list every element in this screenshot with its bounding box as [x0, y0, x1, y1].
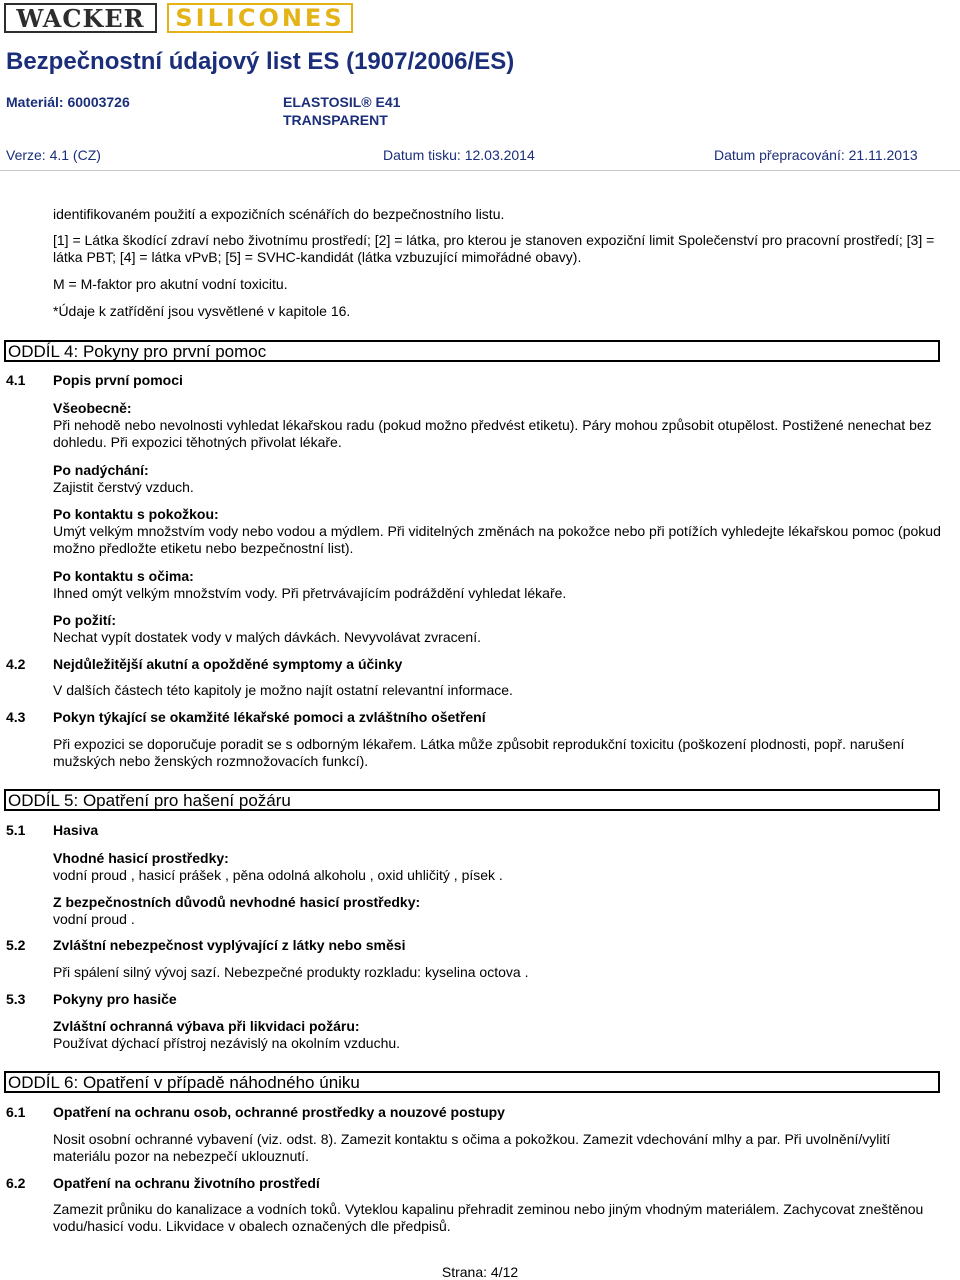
label-general: Všeobecně:	[53, 400, 132, 416]
product-name-line1: ELASTOSIL® E41	[283, 94, 401, 110]
text-environmental-precautions: Zamezit průniku do kanalizace a vodních toků. Vyteklou kapalinu přehradit zeminou nebo jiným vhodným materiálem. Zachycovat zneštěnou vodu/hasicí vodu. Likvidace v obalech označených dle předpisů.	[53, 1201, 924, 1234]
text-personal-precautions: Nosit osobní ochranné vybavení (viz. odst. 8). Zamezit kontaktu s očima a pokožkou. Zamezit vdechování mlhy a par. Při uvolnění/vylití materiálu pozor na nebezpečí uklouznutí.	[53, 1131, 891, 1164]
subsection-title: Pokyny pro hasiče	[53, 991, 177, 1007]
section-5-heading: ODDÍL 5: Opatření pro hašení požáru	[4, 789, 940, 811]
revision-date: Datum přepracování: 21.11.2013	[714, 147, 918, 163]
subsection-number: 5.2	[6, 937, 26, 953]
subsection-title: Opatření na ochranu osob, ochranné prostředky a nouzové postupy	[53, 1104, 505, 1120]
subsection-number: 6.1	[6, 1104, 26, 1120]
product-name-line2: TRANSPARENT	[283, 112, 388, 128]
section-6-heading: ODDÍL 6: Opatření v případě náhodného úniku	[4, 1071, 940, 1093]
text-protective-equipment: Používat dýchací přístroj nezávislý na okolním vzduchu.	[53, 1035, 401, 1051]
subsection-number: 4.3	[6, 709, 26, 725]
label-inhalation: Po nadýchání:	[53, 462, 149, 478]
text-general: Při nehodě nebo nevolnosti vyhledat lékařskou radu (pokud možno předvést etiketu). Páry mohou způsobit otupělost. Postižené nenechat bez dohledu. Při expozici těhotných přivolat lékaře.	[53, 417, 932, 450]
subsection-number: 6.2	[6, 1175, 26, 1191]
intro-paragraph-2: [1] = Látka škodící zdraví nebo životnímu prostředí; [2] = látka, pro kterou je stanoven expoziční limit Společenství pro pracovní prostředí; [3] = látka PBT; [4] = látka vPvB; [5] = SVHC-kandidát (látka vzbuzující mimořádné obavy).	[53, 232, 935, 265]
text-suitable-media: vodní proud , hasicí prášek , pěna odolná alkoholu , oxid uhličitý , písek .	[53, 867, 503, 883]
text-skin-contact: Umýt velkým množstvím vody nebo vodou a mýdlem. Při viditelných změnách na pokožce nebo při potížích vyhledejte lékařskou pomoc (pokud možno předložte etiketu nebo bezpečnostní list).	[53, 523, 941, 556]
version: Verze: 4.1 (CZ)	[6, 147, 101, 163]
subsection-title: Popis první pomoci	[53, 372, 183, 388]
intro-paragraph-3: M = M-faktor pro akutní vodní toxicitu.	[53, 276, 288, 292]
subsection-number: 4.1	[6, 372, 26, 388]
wacker-logo: WACKER	[4, 3, 157, 33]
text-ingestion: Nechat vypít dostatek vody v malých dávkách. Nevyvolávat zvracení.	[53, 629, 481, 645]
header-divider	[0, 170, 960, 171]
label-protective-equipment: Zvláštní ochranná výbava při likvidaci požáru:	[53, 1018, 360, 1034]
label-unsuitable-media: Z bezpečnostních důvodů nevhodné hasicí prostředky:	[53, 894, 421, 910]
page-number: Strana: 4/12	[441, 1264, 519, 1280]
print-date: Datum tisku: 12.03.2014	[383, 147, 535, 163]
label-eye-contact: Po kontaktu s očima:	[53, 568, 194, 584]
subsection-title: Zvláštní nebezpečnost vyplývající z látky nebo směsi	[53, 937, 406, 953]
text-symptoms: V dalších částech této kapitoly je možno najít ostatní relevantní informace.	[53, 682, 513, 698]
material-number: Materiál: 60003726	[6, 94, 130, 110]
subsection-title: Opatření na ochranu životního prostředí	[53, 1175, 320, 1191]
text-special-hazards: Při spálení silný vývoj sazí. Nebezpečné produkty rozkladu: kyselina octova .	[53, 964, 529, 980]
subsection-title: Pokyn týkající se okamžité lékařské pomoci a zvláštního ošetření	[53, 709, 486, 725]
label-skin-contact: Po kontaktu s pokožkou:	[53, 506, 219, 522]
silicones-logo: SILICONES	[167, 3, 353, 33]
subsection-number: 5.3	[6, 991, 26, 1007]
subsection-title: Nejdůležitější akutní a opožděné symptomy a účinky	[53, 656, 403, 672]
document-title: Bezpečnostní údajový list ES (1907/2006/ES)	[6, 48, 515, 75]
subsection-number: 4.2	[6, 656, 26, 672]
intro-paragraph-4: *Údaje k zatřídění jsou vysvětlené v kapitole 16.	[53, 303, 351, 319]
subsection-title: Hasiva	[53, 822, 99, 838]
text-unsuitable-media: vodní proud .	[53, 911, 135, 927]
intro-paragraph-1: identifikovaném použití a expozičních scénářích do bezpečnostního listu.	[53, 206, 505, 222]
text-medical-attention: Při expozici se doporučuje poradit se s odborným lékařem. Látka může způsobit reprodukční toxicitu (poškození plodnosti, popř. narušení mužských nebo ženských rozmnožovacích funkcí).	[53, 736, 905, 769]
subsection-number: 5.1	[6, 822, 26, 838]
section-4-heading: ODDÍL 4: Pokyny pro první pomoc	[4, 340, 940, 362]
text-inhalation: Zajistit čerstvý vzduch.	[53, 479, 194, 495]
label-suitable-media: Vhodné hasicí prostředky:	[53, 850, 229, 866]
text-eye-contact: Ihned omýt velkým množstvím vody. Při přetrvávajícím podráždění vyhledat lékaře.	[53, 585, 567, 601]
label-ingestion: Po požití:	[53, 612, 116, 628]
